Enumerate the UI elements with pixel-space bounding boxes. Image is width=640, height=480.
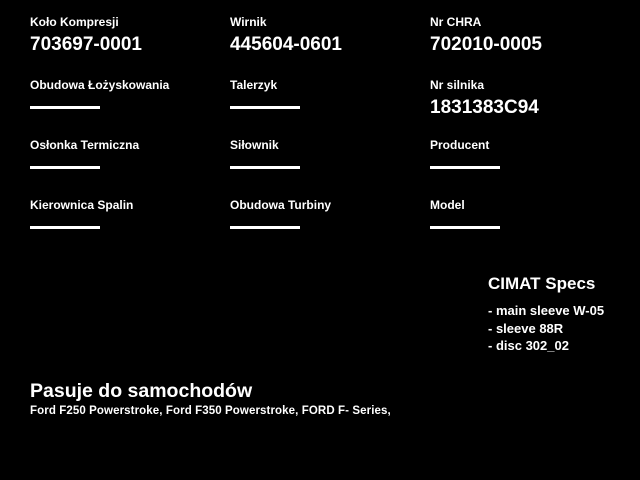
cimat-specs-title: CIMAT Specs: [488, 274, 596, 293]
field-obudowa-lozyskowania: [30, 78, 225, 109]
field-label: Nr silnika: [430, 78, 485, 92]
field-label: Osłonka Termiczna: [30, 138, 140, 152]
field-producent: [430, 138, 625, 169]
field-label: Obudowa Łożyskowania: [30, 78, 170, 92]
field-label: Nr CHRA: [430, 15, 482, 29]
field-label: Kierownica Spalin: [30, 198, 134, 212]
compatibility-section: [30, 379, 630, 418]
field-kolo-kompresji: [30, 15, 225, 56]
field-talerzyk: [230, 78, 425, 109]
blank-value-line: [430, 226, 500, 229]
blank-value-line: [30, 226, 100, 229]
field-value: 445604-0601: [230, 34, 342, 55]
blank-value-line: [230, 226, 300, 229]
field-label: Wirnik: [230, 15, 267, 29]
field-label: Obudowa Turbiny: [230, 198, 332, 212]
field-value: 702010-0005: [430, 34, 542, 55]
cimat-spec-item: - sleeve 88R: [488, 320, 564, 336]
field-value: 703697-0001: [30, 34, 142, 55]
blank-value-line: [30, 166, 100, 169]
compatibility-title: Pasuje do samochodów: [30, 380, 253, 402]
field-label: Koło Kompresji: [30, 15, 119, 29]
field-value: 1831383C94: [430, 97, 539, 118]
cimat-specs-section: [488, 273, 638, 355]
field-label: Siłownik: [230, 138, 279, 152]
cimat-spec-item: - main sleeve W-05: [488, 303, 605, 318]
field-label: Producent: [430, 138, 490, 152]
cimat-spec-item: - disc 302_02: [488, 338, 569, 353]
field-label: Model: [430, 198, 465, 212]
field-model: [430, 198, 625, 229]
blank-value-line: [30, 106, 100, 109]
blank-value-line: [230, 106, 300, 109]
blank-value-line: [430, 166, 500, 169]
field-silownik: [230, 138, 425, 169]
field-wirnik: [230, 15, 425, 56]
compatibility-vehicles: Ford F250 Powerstroke, Ford F350 Powerstroke, FORD F- Series,: [30, 405, 391, 417]
field-obudowa-turbiny: [230, 198, 425, 229]
field-nr-chra: [430, 15, 625, 56]
blank-value-line: [230, 166, 300, 169]
field-kierownica-spalin: [30, 198, 225, 229]
field-nr-silnika: [430, 78, 625, 119]
field-oslonka-termiczna: [30, 138, 225, 169]
field-label: Talerzyk: [230, 78, 278, 92]
cimat-specs-list: [488, 302, 638, 355]
